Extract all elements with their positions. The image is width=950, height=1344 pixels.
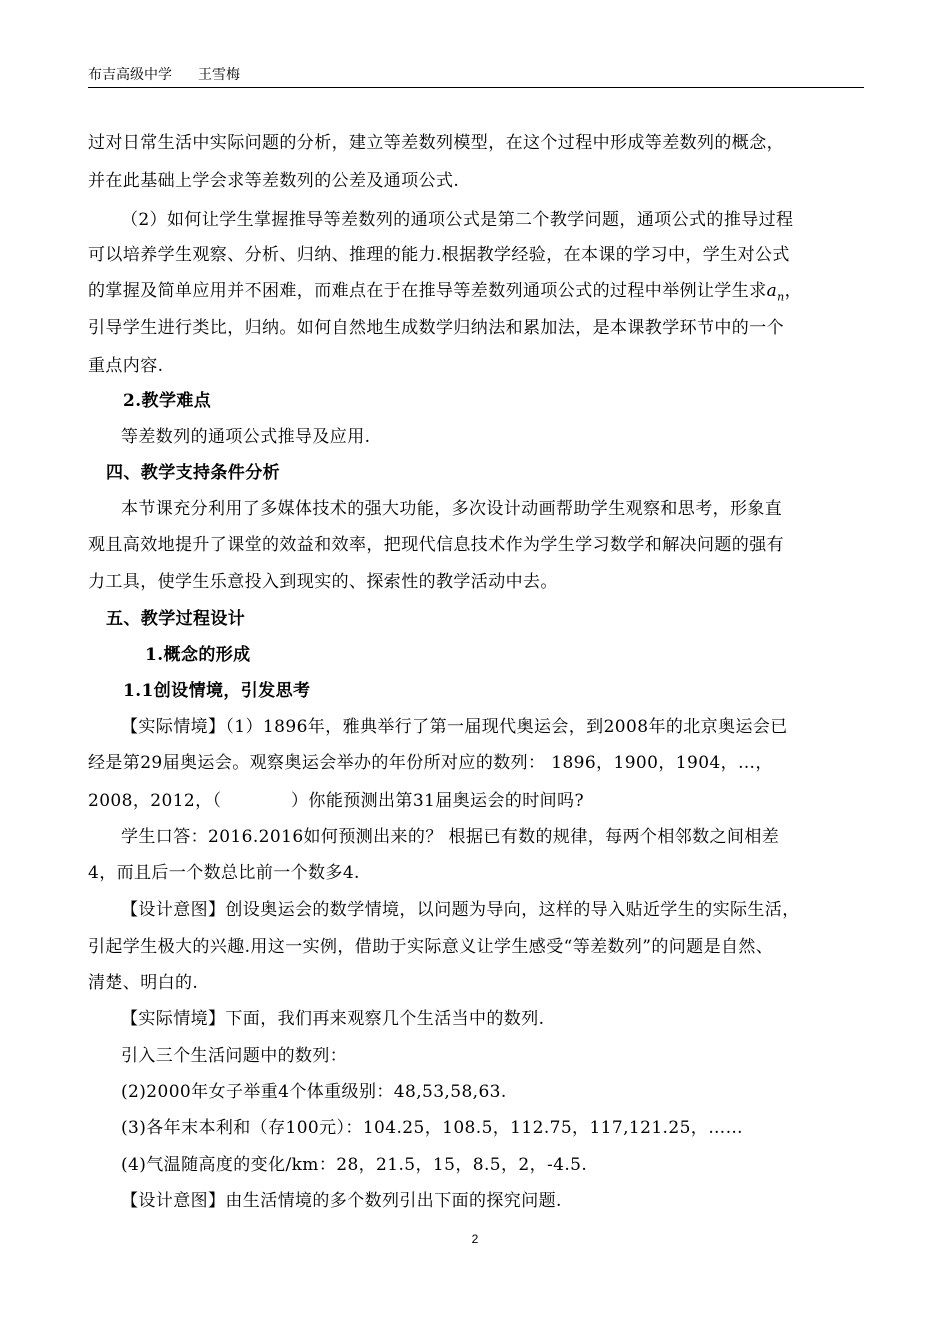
section-heading: 四、教学支持条件分析 xyxy=(106,463,280,483)
text-line: 【设计意图】创设奥运会的数学情境，以问题为导向，这样的导入贴近学生的实际生活， xyxy=(121,900,800,920)
formula-a-n xyxy=(766,281,785,304)
text-line: (4)气温随高度的变化/km：28，21.5，15，8.5，2，-4.5. xyxy=(121,1155,588,1175)
text-line-with-formula xyxy=(88,276,802,303)
text-line: 清楚、明白的. xyxy=(88,973,199,993)
text-line: 学生口答：2016.2016如何预测出来的？ 根据已有数的规律，每两个相邻数之间相差 xyxy=(121,827,780,847)
text-line: 引导学生进行类比，归纳。如何自然地生成数学归纳法和累加法，是本课教学环节中的一个 xyxy=(88,318,784,338)
formula-subscript: n xyxy=(777,290,785,304)
text-line: 重点内容. xyxy=(88,356,164,376)
text-line: 【实际情境】（1）1896年，雅典举行了第一届现代奥运会，到2008年的北京奥运会已 xyxy=(121,717,788,737)
text-line: 可以培养学生观察、分析、归纳、推理的能力.根据教学经验，在本课的学习中，学生对公式 xyxy=(88,245,790,265)
section-heading: 1.概念的形成 xyxy=(145,645,251,665)
text-line: 2008，2012，（ ）你能预测出第31届奥运会的时间吗? xyxy=(88,791,584,811)
text-line: 经是第29届奥运会。观察奥运会举办的年份所对应的数列： 1896，1900，1904，…， xyxy=(88,753,773,773)
text-line: 等差数列的通项公式推导及应用. xyxy=(121,427,371,447)
text-line: 【实际情境】下面，我们再来观察几个生活当中的数列. xyxy=(121,1009,545,1029)
text-line: 4，而且后一个数总比前一个数多4. xyxy=(88,863,360,883)
formula-base: a xyxy=(766,281,778,301)
text-line: 观且高效地提升了课堂的效益和效率，把现代信息技术作为学生学习数学和解决问题的强有 xyxy=(88,535,784,555)
page-header xyxy=(88,63,864,88)
text-line: 力工具，使学生乐意投入到现实的、探索性的教学活动中去。 xyxy=(88,572,558,592)
text-line: 【设计意图】由生活情境的多个数列引出下面的探究问题. xyxy=(121,1191,562,1211)
text-line: 过对日常生活中实际问题的分析，建立等差数列模型，在这个过程中形成等差数列的概念， xyxy=(88,133,784,153)
header-school: 布吉高级中学 xyxy=(88,67,172,83)
text-line: 引起学生极大的兴趣.用这一实例，借助于实际意义让学生感受“等差数列”的问题是自然、 xyxy=(88,937,774,957)
text-line: (2)2000年女子举重4个体重级别：48,53,58,63. xyxy=(121,1082,507,1102)
text-line: (3)各年末本利和（存100元）：104.25，108.5，112.75，117,121.25，…… xyxy=(121,1118,743,1138)
page-number: 2 xyxy=(471,1232,479,1246)
header-author: 王雪梅 xyxy=(198,67,240,83)
section-heading: 1.1创设情境，引发思考 xyxy=(123,681,311,701)
formula-trailing-comma: ， xyxy=(784,281,803,301)
text-line: 本节课充分利用了多媒体技术的强大功能，多次设计动画帮助学生观察和思考，形象直 xyxy=(121,499,783,519)
text-line: 并在此基础上学会求等差数列的公差及通项公式. xyxy=(88,171,460,191)
text-line: （2）如何让学生掌握推导等差数列的通项公式是第二个教学问题，通项公式的推导过程 xyxy=(121,210,794,230)
text-line: 引入三个生活问题中的数列： xyxy=(121,1046,348,1066)
section-heading: 五、教学过程设计 xyxy=(106,609,246,629)
section-heading: 2.教学难点 xyxy=(123,391,212,411)
text-fragment: 的掌握及简单应用并不困难，而难点在于在推导等差数列通项公式的过程中举例让学生求 xyxy=(88,281,767,301)
